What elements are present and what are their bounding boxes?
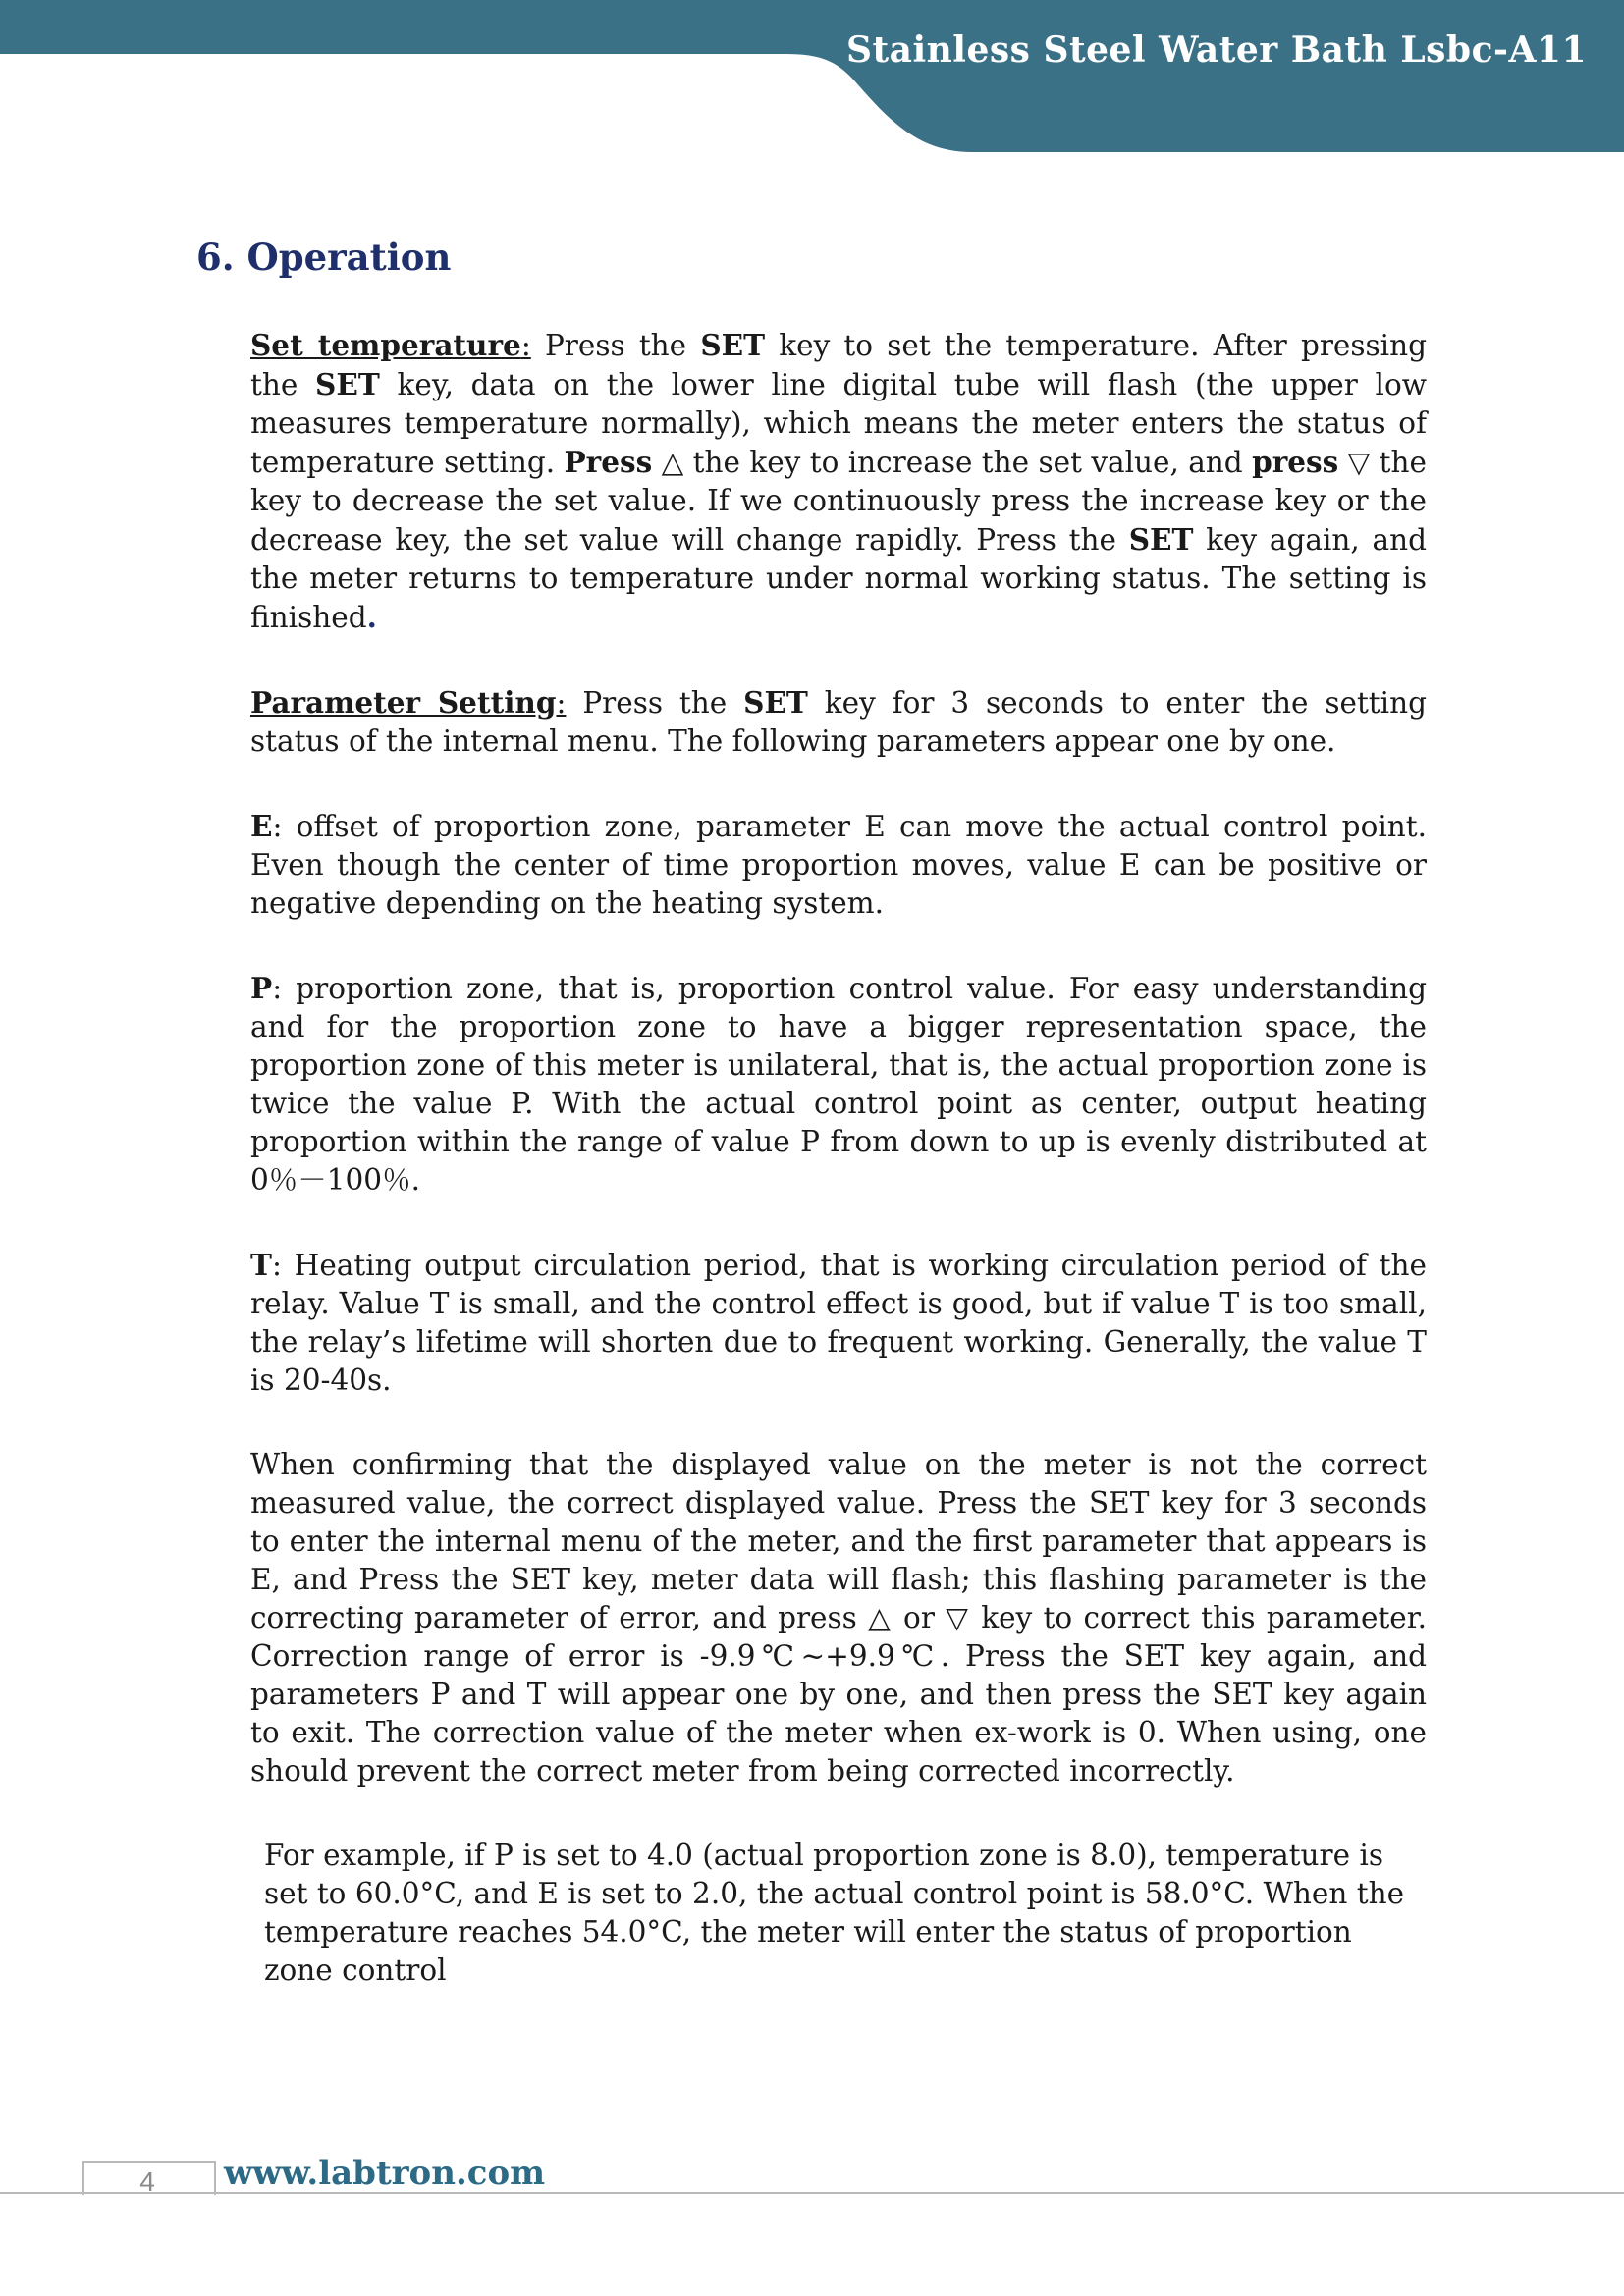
press-keyword: press [1252, 445, 1339, 479]
set-key: SET [700, 328, 766, 362]
section-heading: 6. Operation [196, 236, 452, 279]
correction-paragraph: When confirming that the displayed value on the meter is not the correct measured value, the correct displayed value. Press the SET key for 3 seconds to enter the internal menu of the meter, and the first parameter that appears is E, and Press the SET key, meter data will flash; this flashing parameter is the correcting parameter of error, and press △ or ▽ key to correct this parameter. Correction range of error is -9.9℃~+9.9℃. Press the SET key again, and parameters P and T will appear one by one, and then press the SET key again to exit. The correction value of the meter when ex-work is 0. When using, one should prevent the correct meter from being corrected incorrectly. [250, 1448, 1427, 1788]
parameter-p-paragraph: P: proportion zone, that is, proportion control value. For easy understanding and for the proportion zone to have a bigger representation space, the proportion zone of this meter is unilateral, that is, the actual proportion zone is twice the value P. With the actual control point as center, output heating proportion within the range of value P from down to up is evenly distributed at 0％－100％. [250, 971, 1427, 1197]
set-key: SET [1128, 522, 1194, 557]
set-key: SET [743, 685, 808, 720]
parameter-setting-paragraph: Parameter Setting: Press the SET key for 3 seconds to enter the setting status of the internal menu. The following parameters appear one by one. [250, 685, 1427, 758]
header-band [0, 0, 1624, 157]
operation-content [250, 326, 1427, 1990]
parameter-setting-label: Parameter Setting [250, 685, 557, 720]
parameter-e-paragraph: E: offset of proportion zone, parameter E can move the actual control point. Even though the center of time proportion moves, value E can be positive or negative depending on the heating system. [250, 809, 1427, 920]
example-paragraph: For example, if P is set to 4.0 (actual proportion zone is 8.0), temperature is set to 60.0°C, and E is set to 2.0, the actual control point is 58.0°C. When the temperature reaches 54.0°C, the meter will enter the status of proportion zone control [264, 1839, 1405, 1987]
parameter-t-paragraph: T: Heating output circulation period, that is working circulation period of the relay. Value T is small, and the control effect is good, but if value T is too small, the relay’s lifetime will shorten due to frequent working. Generally, the value T is 20-40s. [250, 1248, 1427, 1397]
document-title: Stainless Steel Water Bath Lsbc-A11 [846, 29, 1587, 71]
parameter-t-key: T [250, 1248, 272, 1282]
parameter-p-key: P [250, 971, 273, 1005]
set-temperature-paragraph: Set temperature: Press the SET key to set the temperature. After pressing the SET key, data on the lower line digital tube will flash (the upper low measures temperature normally), which means the meter enters the status of temperature setting. Press △ the key to increase the set value, and press ▽ the key to decrease the set value. If we continuously press the increase key or the decrease key, the set value will change rapidly. Press the SET key again, and the meter returns to temperature under normal working status. The setting is finished. [250, 328, 1427, 634]
parameter-e-key: E [250, 809, 273, 843]
set-temperature-label: Set temperature [250, 328, 521, 362]
press-keyword: Press [564, 445, 653, 479]
set-key: SET [315, 367, 380, 401]
footer-website-link[interactable]: www.labtron.com [224, 2154, 546, 2193]
page-number: 4 [139, 2166, 155, 2197]
